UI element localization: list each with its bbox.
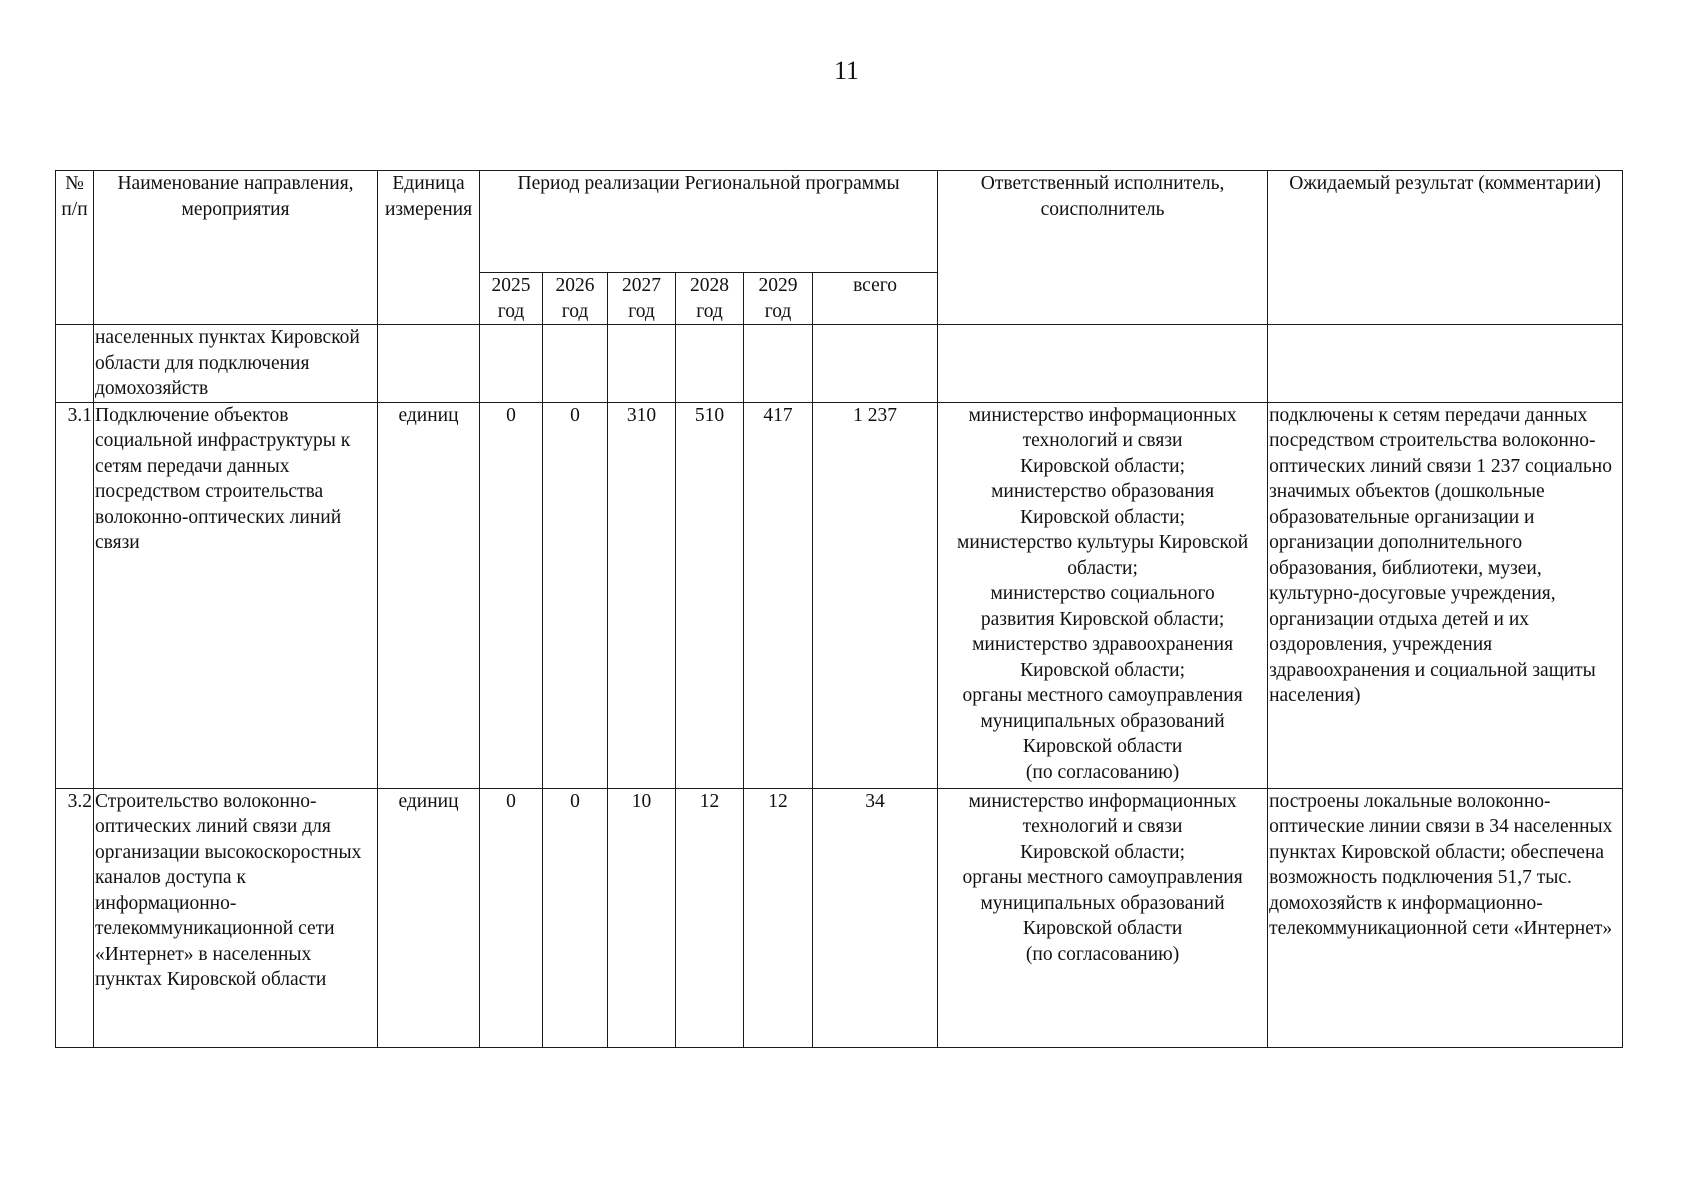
cell-y2026: 0 (543, 788, 608, 1047)
header-year-2028: 2028 год (676, 273, 744, 325)
executor-line: муниципальных образований (980, 710, 1225, 732)
executor-line: Кировской области; (1020, 659, 1185, 681)
header-total: всего (813, 273, 938, 325)
header-year-2029: 2029 год (744, 273, 813, 325)
header-unit: Единица измерения (378, 171, 480, 325)
executor-line: Кировской области; (1020, 455, 1185, 477)
executor-line: министерство информационных (968, 790, 1237, 812)
executor-line: области; (1067, 557, 1138, 579)
executor-line: Кировской области; (1020, 841, 1185, 863)
executor-line: технологий и связи (1022, 430, 1183, 451)
cell-total (813, 325, 938, 403)
cell-y2026: 0 (543, 402, 608, 788)
cell-result (1268, 325, 1623, 403)
cell-name: населенных пунктах Кировской области для подключения домохозяйств (94, 325, 378, 403)
header-period: Период реализации Региональной программы (480, 171, 938, 273)
executor-line: Кировской области; (1020, 506, 1185, 528)
executor-line: муниципальных образований (980, 892, 1225, 914)
cell-unit: единиц (378, 402, 480, 788)
cell-unit: единиц (378, 788, 480, 1047)
header-name: Наименование направления, мероприятия (94, 171, 378, 325)
table-row (56, 788, 1623, 1047)
cell-num: 3.1 (56, 402, 94, 788)
executor-line: министерство здравоохранения (972, 634, 1234, 655)
page-number: 11 (833, 56, 860, 85)
cell-y2029 (744, 325, 813, 403)
header-executor: Ответственный исполнитель, соисполнитель (938, 171, 1268, 325)
cell-y2027: 10 (608, 788, 676, 1047)
cell-y2025: 0 (480, 402, 543, 788)
cell-executor (938, 325, 1268, 403)
table-row (56, 402, 1623, 788)
cell-y2027: 310 (608, 402, 676, 788)
cell-unit (378, 325, 480, 403)
cell-num (56, 325, 94, 403)
executor-line: Кировской области (1022, 918, 1183, 939)
cell-y2028: 12 (676, 788, 744, 1047)
executor-line: (по согласованию) (1025, 761, 1180, 783)
executor-line: органы местного самоуправления (962, 685, 1243, 706)
header-year-2027: 2027 год (608, 273, 676, 325)
executor-line: технологий и связи (1022, 816, 1183, 837)
cell-total: 34 (813, 788, 938, 1047)
cell-total: 1 237 (813, 402, 938, 788)
header-year-2026: 2026 год (543, 273, 608, 325)
executor-line: министерство образования (991, 481, 1215, 502)
cell-name: Строительство волоконно-оптических линий связи для организации высокоскоростных каналов доступа к информационно-телекоммуникационной сети «Интернет» в населенных пунктах Кировской области (94, 788, 378, 1047)
header-num: № п/п (56, 171, 94, 325)
cell-result: подключены к сетям передачи данных посредством строительства волоконно-оптических линий связи 1 237 социально значимых объектов (дошкольные образовательные организации и организации дополнительного образования, библиотеки, музеи, культурно-досуговые учреждения, организации отдыха детей и их оздоровления, учреждения здравоохранения и социальной защиты населения) (1268, 402, 1623, 788)
executor-line: развития Кировской области; (980, 608, 1225, 630)
cell-executor (938, 788, 1268, 1047)
cell-y2029: 12 (744, 788, 813, 1047)
executor-line: (по согласованию) (1025, 943, 1180, 965)
cell-y2025: 0 (480, 788, 543, 1047)
executor-line: министерство социального (990, 583, 1215, 604)
cell-y2026 (543, 325, 608, 403)
cell-name: Подключение объектов социальной инфраструктуры к сетям передачи данных посредством строительства волоконно-оптических линий связи (94, 402, 378, 788)
cell-y2028: 510 (676, 402, 744, 788)
header-year-2025: 2025 год (480, 273, 543, 325)
cell-y2025 (480, 325, 543, 403)
executor-line: Кировской области (1022, 736, 1183, 757)
cell-y2029: 417 (744, 402, 813, 788)
cell-executor (938, 402, 1268, 788)
executor-line: министерство информационных (968, 404, 1237, 426)
header-result: Ожидаемый результат (комментарии) (1268, 171, 1623, 325)
table-header-row (56, 171, 1623, 273)
cell-y2028 (676, 325, 744, 403)
executor-line: министерство культуры Кировской (956, 532, 1249, 553)
table-row-continuation (56, 325, 1623, 403)
executor-line: органы местного самоуправления (962, 867, 1243, 888)
program-table (55, 170, 1623, 1048)
cell-y2027 (608, 325, 676, 403)
cell-result: построены локальные волоконно-оптические линии связи в 34 населенных пунктах Кировской области; обеспечена возможность подключения 51,7 тыс. домохозяйств к информационно-телекоммуникационной сети «Интернет» (1268, 788, 1623, 1047)
cell-num: 3.2 (56, 788, 94, 1047)
